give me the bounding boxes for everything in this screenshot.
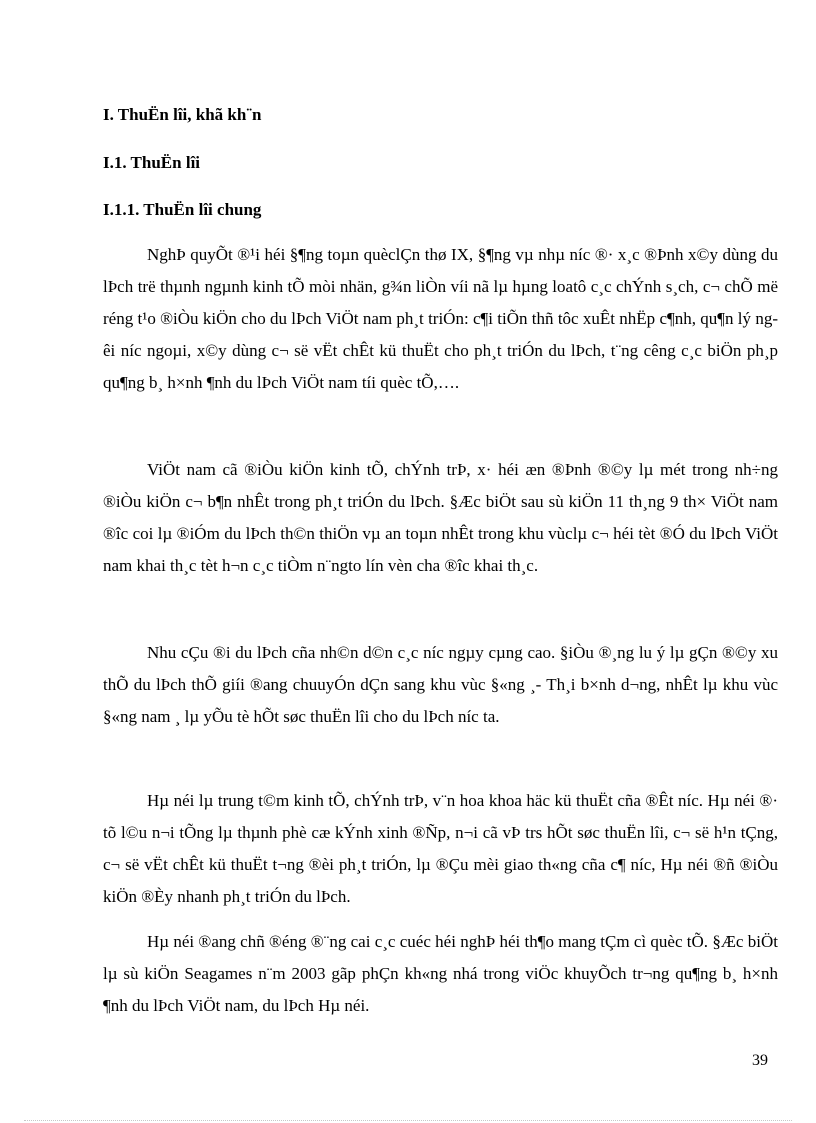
paragraph-4: Hµ néi lµ trung t©m kinh tÕ, chÝnh trÞ, v¨n hoa khoa häc kü thuËt cña ®Êt níc. Hµ néi ®· tõ l©u n¬i tÕng lµ thµnh phè cæ kÝnh xinh ®Ñp, n¬i cã vÞ trs hÕt søc thuËn lîi, c¬ së h¹n tÇng, c¬ së vËt chÊt kü thuËt t¬ng ®èi ph¸t triÓn, lµ ®Çu mèi giao th«ng cña c¶ níc, Hµ néi ®ñ ®iÒu kiÖn ®Èy nhanh ph¸t triÓn du lÞch. — [103, 791, 778, 906]
footer-divider — [24, 1120, 792, 1121]
paragraph-5: Hµ néi ®ang chñ ®éng ®¨ng cai c¸c cuéc héi nghÞ héi th¶o mang tÇm cì quèc tÕ. §Æc biÖt lµ sù kiÖn Seagames n¨m 2003 gãp phÇn kh«ng nhá trong viÖc khuyÕch tr¬ng qu¶ng b¸ h×nh ¶nh du lÞch ViÖt nam, du lÞch Hµ néi. — [103, 932, 778, 1015]
paragraph-1: NghÞ quyÕt ®¹i héi §¶ng toµn quèclÇn thø IX, §¶ng vµ nhµ níc ®· x¸c ®Þnh x©y dùng du lÞch trë thµnh ngµnh kinh tÕ mòi nhän, g¾n liÒn víi nã lµ hµng loatô c¸c chÝnh s¸ch, c¬ chÕ më réng t¹o ®iÒu kiÖn cho du lÞch ViÖt nam ph¸t triÓn: c¶i tiÕn thñ tôc xuÊt nhËp c¶nh, qu¶n lý ngêi níc ngoµi, x©y dùng c¬ së vËt chÊt kü thuËt cho ph¸t triÓn du lÞch, t¨ng cêng c¸c biÖn ph¸p qu¶ng b¸ h×nh ¶nh du lÞch ViÖt nam tíi quèc tÕ,…. — [103, 245, 778, 392]
section-heading: I. ThuËn lîi, khã kh¨n — [103, 105, 262, 124]
paragraph-3: Nhu cÇu ®i du lÞch cña nh©n d©n c¸c níc ngµy cµng cao. §iÒu ®¸ng lu ý lµ gÇn ®©y xu thÕ du lÞch thÕ giíi ®ang chuuyÓn dÇn sang khu vùc §«ng ¸- Th¸i b×nh d¬ng, nhÊt lµ khu vùc §«ng nam ¸ lµ yÕu tè hÕt søc thuËn lîi cho du lÞch níc ta. — [103, 643, 778, 726]
subsection-heading: I.1. ThuËn lîi — [103, 153, 201, 172]
sub-subsection-heading: I.1.1. ThuËn lîi chung — [103, 200, 262, 219]
page-number: 39 — [752, 1052, 768, 1069]
paragraph-2: ViÖt nam cã ®iÒu kiÖn kinh tÕ, chÝnh trÞ, x· héi æn ®Þnh ®©y lµ mét trong nh÷ng ®iÒu kiÖn c¬ b¶n nhÊt trong ph¸t triÓn du lÞch. §Æc biÖt sau sù kiÖn 11 th¸ng 9 th× ViÖt nam ®îc coi lµ ®iÓm du lÞch th©n thiÖn vµ an toµn nhÊt trong khu vùclµ c¬ héi tèt ®Ó du lÞch ViÖt nam khai th¸c tèt h¬n c¸c tiÒm n¨ngto lín vèn cha ®îc khai th¸c. — [103, 460, 778, 575]
